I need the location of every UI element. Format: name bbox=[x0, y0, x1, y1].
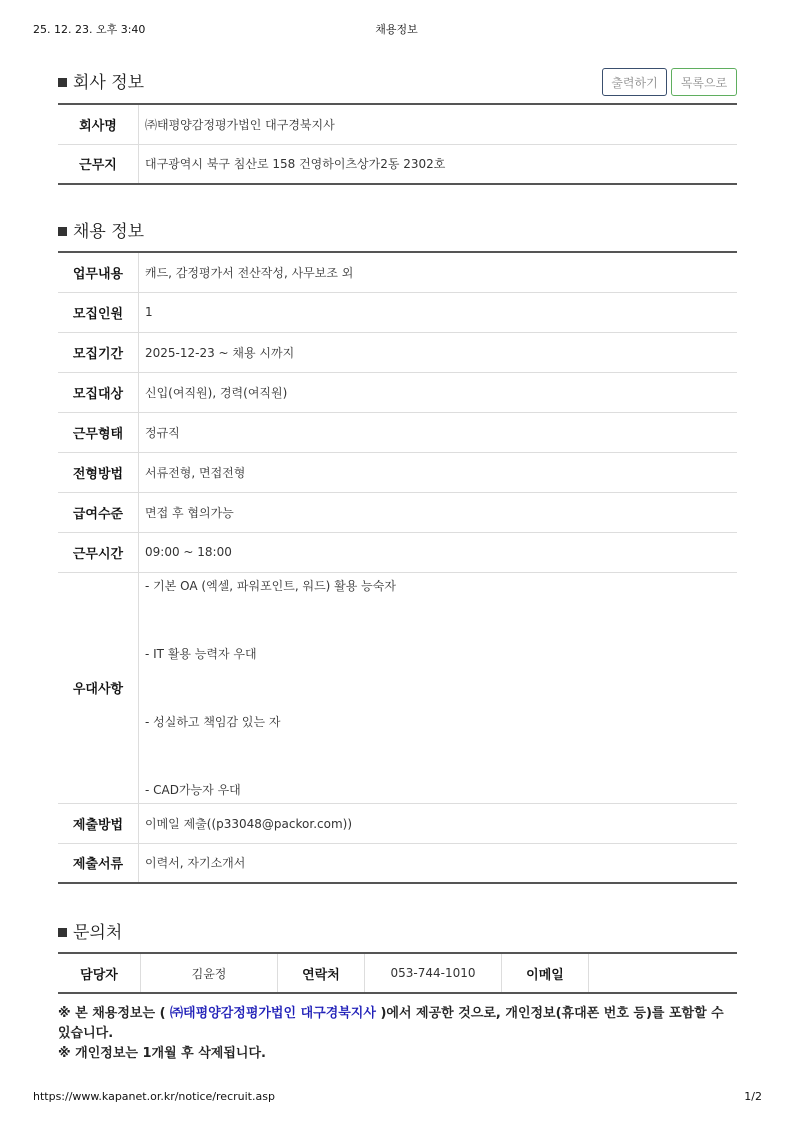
work-location-label: 근무지 bbox=[58, 144, 139, 184]
notice-suffix: )에서 제공한 것으로, 개인정보(휴대폰 번호 등)를 포함할 수 있습니다. bbox=[58, 1006, 724, 1041]
preference-value bbox=[139, 572, 738, 803]
company-info-table bbox=[58, 103, 737, 185]
selection-method-value: 서류전형, 면접전형 bbox=[139, 452, 738, 492]
contact-table bbox=[58, 952, 737, 994]
company-name-value: ㈜태평양감정평가법인 대구경북지사 bbox=[139, 104, 738, 144]
company-name-label: 회사명 bbox=[58, 104, 139, 144]
work-hours-value: 09:00 ~ 18:00 bbox=[139, 532, 738, 572]
recruit-row bbox=[58, 412, 737, 452]
work-location-value: 대구광역시 북구 침산로 158 건영하이츠상가2동 2302호 bbox=[145, 157, 446, 172]
contact-section-title bbox=[58, 918, 122, 943]
company-row-name bbox=[58, 104, 737, 144]
submission-method-label: 제출방법 bbox=[58, 803, 139, 843]
square-bullet-icon bbox=[58, 78, 67, 87]
notice-line-2: ※ 개인정보는 1개월 후 삭제됩니다. bbox=[58, 1046, 266, 1061]
print-page-title: 채용정보 bbox=[375, 23, 418, 36]
employment-type-value: 정규직 bbox=[139, 412, 738, 452]
recruit-row bbox=[58, 332, 737, 372]
recruit-row-preference bbox=[58, 572, 737, 803]
footer-url: https://www.kapanet.or.kr/notice/recruit.asp bbox=[33, 1090, 275, 1103]
print-button[interactable]: 출력하기 bbox=[602, 68, 667, 96]
email-value bbox=[589, 953, 738, 993]
phone-value: 053-744-1010 bbox=[365, 953, 502, 993]
footer-page-number: 1/2 bbox=[744, 1090, 762, 1103]
list-button[interactable]: 목록으로 bbox=[671, 68, 737, 96]
recruit-row bbox=[58, 803, 737, 843]
preference-label: 우대사항 bbox=[58, 572, 139, 803]
period-value: 2025-12-23 ~ 채용 시까지 bbox=[139, 332, 738, 372]
notice-company: ㈜태평양감정평가법인 대구경북지사 bbox=[170, 1006, 376, 1021]
preference-item: - CAD가능자 우대 bbox=[145, 782, 241, 797]
work-hours-label: 근무시간 bbox=[58, 532, 139, 572]
headcount-value: 1 bbox=[139, 292, 738, 332]
recruit-row bbox=[58, 452, 737, 492]
recruit-section-title-text: 채용 정보 bbox=[73, 222, 145, 242]
target-value: 신입(여직원), 경력(여직원) bbox=[139, 372, 738, 412]
manager-label: 담당자 bbox=[58, 953, 141, 993]
documents-label: 제출서류 bbox=[58, 843, 139, 883]
notice-line-1 bbox=[58, 1004, 738, 1044]
salary-label: 급여수준 bbox=[58, 492, 139, 532]
salary-value: 면접 후 협의가능 bbox=[139, 492, 738, 532]
phone-label: 연락처 bbox=[278, 953, 365, 993]
job-duties-label: 업무내용 bbox=[58, 252, 139, 292]
company-section-title-text: 회사 정보 bbox=[73, 73, 145, 93]
privacy-notice bbox=[58, 1004, 738, 1064]
submission-method-value: 이메일 제출((p33048@packor.com)) bbox=[139, 803, 738, 843]
square-bullet-icon bbox=[58, 227, 67, 236]
company-section-title bbox=[58, 68, 144, 93]
job-duties-value: 캐드, 감정평가서 전산작성, 사무보조 외 bbox=[139, 252, 738, 292]
documents-value: 이력서, 자기소개서 bbox=[145, 856, 246, 871]
square-bullet-icon bbox=[58, 928, 67, 937]
recruit-row bbox=[58, 532, 737, 572]
employment-type-label: 근무형태 bbox=[58, 412, 139, 452]
recruit-row bbox=[58, 372, 737, 412]
headcount-label: 모집인원 bbox=[58, 292, 139, 332]
period-label: 모집기간 bbox=[58, 332, 139, 372]
notice-prefix: ※ 본 채용정보는 ( bbox=[58, 1006, 171, 1021]
email-label: 이메일 bbox=[502, 953, 589, 993]
selection-method-label: 전형방법 bbox=[58, 452, 139, 492]
recruit-row bbox=[58, 292, 737, 332]
preference-item: - 성실하고 책임감 있는 자 bbox=[145, 714, 281, 729]
contact-section-title-text: 문의처 bbox=[73, 923, 123, 943]
recruit-row bbox=[58, 843, 737, 883]
preference-item: - 기본 OA (엑셀, 파워포인트, 워드) 활용 능숙자 bbox=[145, 578, 396, 593]
contact-row bbox=[58, 953, 737, 993]
company-row-location bbox=[58, 144, 737, 184]
preference-item: - IT 활용 능력자 우대 bbox=[145, 646, 257, 661]
print-datetime: 25. 12. 23. 오후 3:40 bbox=[33, 23, 146, 36]
target-label: 모집대상 bbox=[58, 372, 139, 412]
manager-value: 김윤정 bbox=[141, 953, 278, 993]
recruit-section-title bbox=[58, 217, 144, 242]
recruit-row bbox=[58, 492, 737, 532]
recruit-info-table bbox=[58, 251, 737, 884]
recruit-row bbox=[58, 252, 737, 292]
